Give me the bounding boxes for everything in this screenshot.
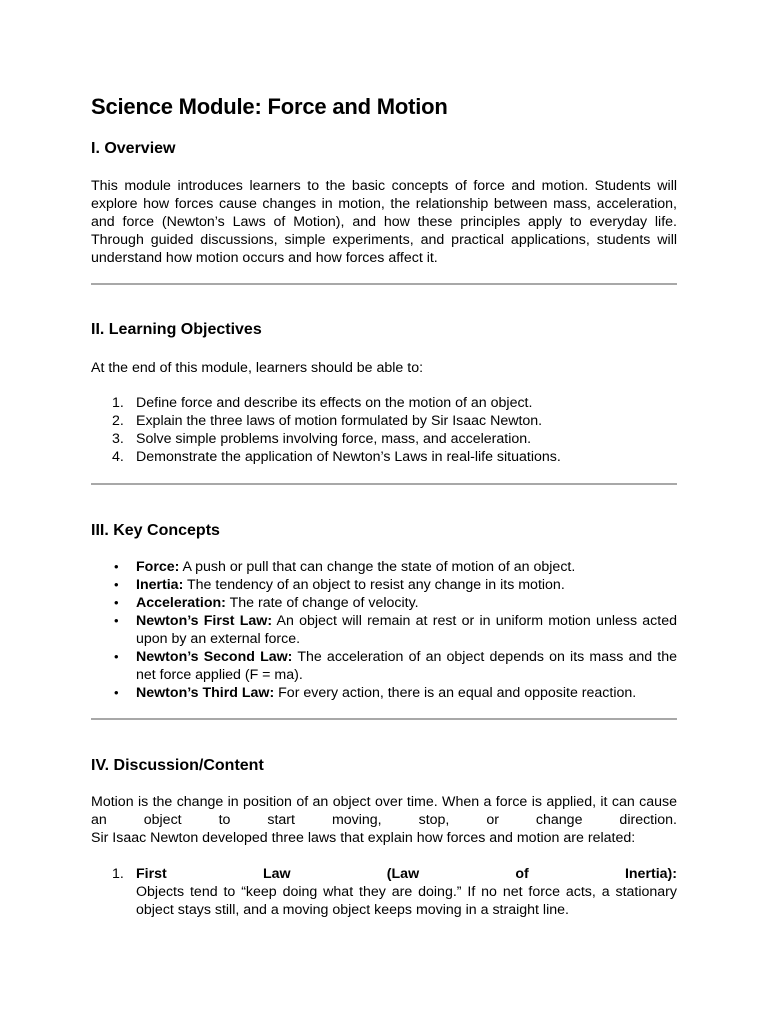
concept-definition: The acceleration of an object depends on its mass and the net force applied (F = ma).	[136, 649, 678, 683]
bullet-icon: •	[114, 685, 119, 700]
bullet-icon: •	[114, 649, 119, 664]
concept-definition: The rate of change of velocity.	[225, 595, 419, 611]
concepts-list	[91, 558, 677, 702]
list-item	[91, 648, 677, 684]
list-item-text: Demonstrate the application of Newton’s Laws in real-life situations.	[136, 449, 561, 465]
section-divider	[91, 718, 677, 720]
law-description: Objects tend to “keep doing what they are doing.” If no net force acts, a stationary object stays still, and a moving object keeps moving in a straight line.	[136, 884, 677, 918]
concept-definition: A push or pull that can change the state of motion of an object.	[179, 559, 576, 575]
concept-term: Inertia:	[136, 577, 184, 593]
objectives-intro: At the end of this module, learners should be able to:	[91, 360, 424, 376]
objectives-list	[91, 394, 677, 466]
concept-definition: For every action, there is an equal and opposite reaction.	[274, 685, 637, 701]
list-number: 3.	[112, 431, 124, 447]
list-number: 1.	[112, 866, 124, 882]
law-heading-word: First	[136, 866, 167, 882]
bullet-icon: •	[114, 577, 119, 592]
list-item-text: Explain the three laws of motion formulated by Sir Isaac Newton.	[136, 413, 543, 429]
list-item-text: Solve simple problems involving force, mass, and acceleration.	[136, 431, 532, 447]
list-number: 1.	[112, 395, 124, 411]
page-title: Science Module: Force and Motion	[91, 94, 448, 119]
list-number: 2.	[112, 413, 124, 429]
list-item	[91, 576, 677, 594]
concept-term: Newton’s First Law:	[136, 613, 273, 629]
section-divider	[91, 283, 677, 285]
laws-list	[91, 865, 677, 919]
list-item	[91, 558, 677, 576]
bullet-icon: •	[114, 613, 119, 628]
overview-heading: I. Overview	[91, 140, 176, 157]
discussion-paragraph-2: Sir Isaac Newton developed three laws that explain how forces and motion are related:	[91, 830, 636, 846]
concepts-heading: III. Key Concepts	[91, 522, 220, 539]
overview-paragraph: This module introduces learners to the basic concepts of force and motion. Students will explore how forces cause changes in motion, the relationship between mass, acceleration, and force (Newton’s Laws of Motion), and how these principles apply to everyday life. Through guided discussions, simple experiments, and practical applications, students will understand how motion occurs and how forces affect it.	[91, 178, 677, 266]
discussion-paragraph: Motion is the change in position of an object over time. When a force is applied, it can cause an object to start moving, stop, or change direction.	[91, 794, 677, 828]
list-item	[91, 394, 677, 412]
list-item	[91, 430, 677, 448]
list-number: 4.	[112, 449, 124, 465]
list-item	[91, 412, 677, 430]
list-item-text: Define force and describe its effects on the motion of an object.	[136, 395, 533, 411]
list-item	[91, 448, 677, 466]
bullet-icon: •	[114, 595, 119, 610]
law-heading	[136, 865, 677, 883]
concept-definition: An object will remain at rest or in uniform motion unless acted upon by an external force.	[136, 613, 677, 647]
list-item	[91, 684, 677, 702]
list-item	[91, 865, 677, 919]
list-item	[91, 594, 677, 612]
law-heading-word: of	[515, 866, 529, 882]
concept-term: Newton’s Third Law:	[136, 685, 275, 701]
section-divider	[91, 483, 677, 485]
discussion-heading: IV. Discussion/Content	[91, 757, 264, 774]
concept-term: Force:	[136, 559, 180, 575]
objectives-heading: II. Learning Objectives	[91, 321, 262, 338]
law-heading-word: Law	[262, 866, 291, 882]
concept-term: Newton’s Second Law:	[136, 649, 293, 665]
concept-term: Acceleration:	[136, 595, 226, 611]
concept-definition: The tendency of an object to resist any change in its motion.	[183, 577, 565, 593]
law-heading-word: Inertia):	[624, 866, 677, 882]
law-heading-word: (Law	[386, 866, 420, 882]
bullet-icon: •	[114, 559, 119, 574]
list-item	[91, 612, 677, 648]
